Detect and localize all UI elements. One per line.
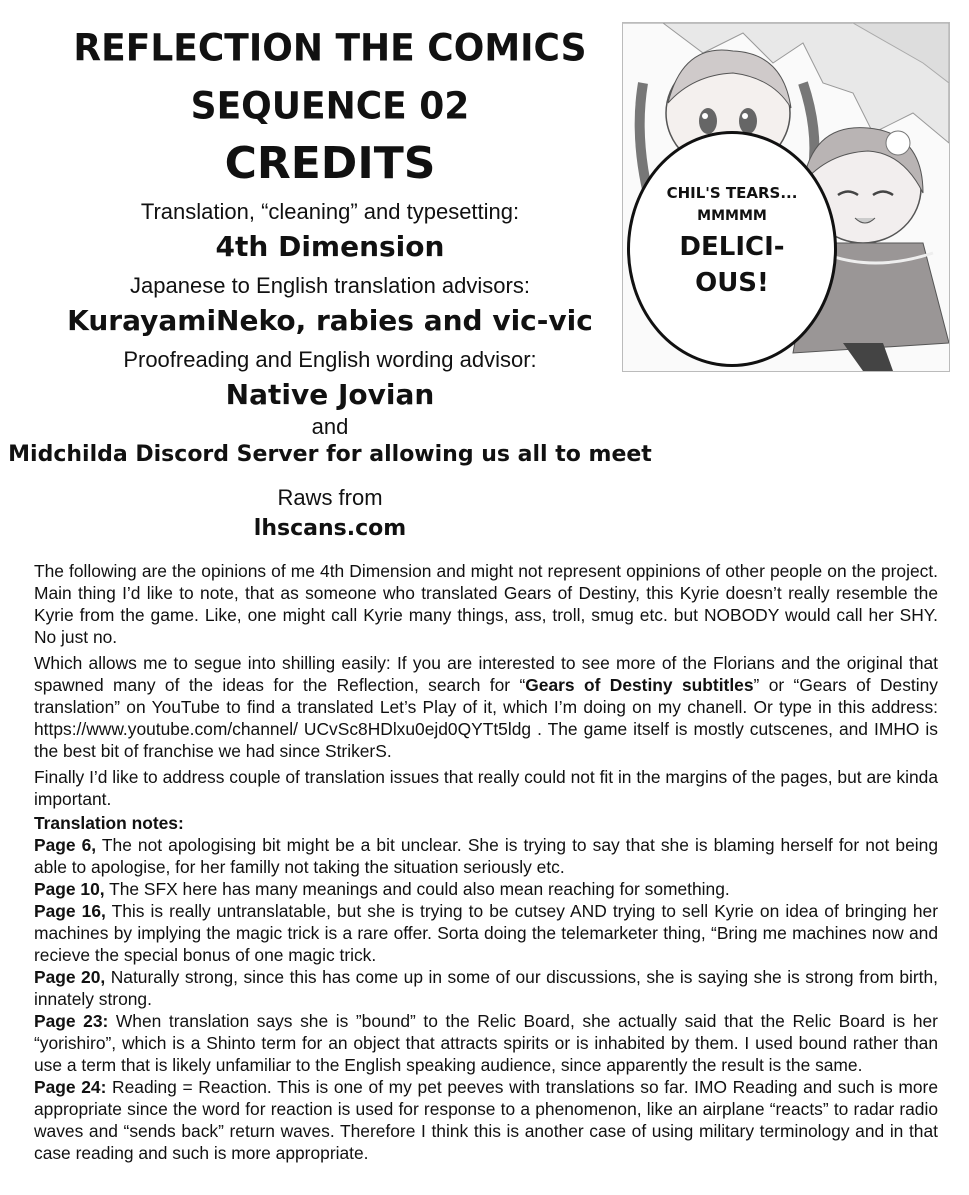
opinion-text bbox=[34, 560, 938, 814]
note-label: Page 16, bbox=[34, 901, 106, 921]
opinion-p2-part1: Which allows me to segue into shilling easily: If you are interested to see more of the Florians and the original that spawned many of the ideas for the Reflection, search for “ bbox=[34, 653, 938, 695]
note-label: Page 10, bbox=[34, 879, 105, 899]
credit-role-proofreading: Proofreading and English wording advisor: bbox=[123, 347, 537, 372]
note-item bbox=[34, 966, 938, 1010]
credit-name-advisors: KurayamiNeko, rabies and vic-vic bbox=[67, 304, 593, 337]
bubble-line-2: MMMMM bbox=[697, 208, 767, 224]
note-item bbox=[34, 1010, 938, 1076]
note-item bbox=[34, 1076, 938, 1164]
notes-heading: Translation notes: bbox=[34, 813, 184, 833]
note-item bbox=[34, 878, 938, 900]
opinion-paragraph-2 bbox=[34, 652, 938, 762]
opinion-paragraph-3: Finally I’d like to address couple of translation issues that really could not fit in the margins of the pages, but are kinda important. bbox=[34, 767, 938, 809]
bubble-line-1: CHIL'S TEARS... bbox=[666, 184, 798, 202]
opinion-p2-bold: Gears of Destiny subtitles bbox=[525, 675, 754, 695]
page-header bbox=[0, 20, 660, 192]
note-text: When translation says she is ”bound” to the Relic Board, she actually said that the Relic Board is her “yorishiro”, which is a Shinto term for an object that attracts spirits or is inhabited by them. I used bound rather than use a term that is likely unfamiliar to the English speaking audience, since apparently the result is the same. bbox=[34, 1011, 938, 1075]
manga-panel-image bbox=[622, 22, 950, 372]
raws-site: lhscans.com bbox=[253, 516, 407, 541]
credit-role-translation: Translation, “cleaning” and typesetting: bbox=[140, 199, 520, 224]
credit-name-translation: 4th Dimension bbox=[215, 230, 445, 263]
note-item bbox=[34, 900, 938, 966]
credit-role-advisors: Japanese to English translation advisors: bbox=[130, 273, 530, 298]
note-label: Page 23: bbox=[34, 1011, 109, 1031]
note-label: Page 6, bbox=[34, 835, 97, 855]
note-label: Page 24: bbox=[34, 1077, 107, 1097]
speech-bubble bbox=[627, 131, 837, 367]
bubble-line-4: OUS! bbox=[695, 268, 769, 298]
note-text: This is really untranslatable, but she is trying to be cutsey AND trying to sell Kyrie on idea of bringing her machines by implying the magic trick is a rare offer. Sorta doing the telemarketer thing, “Bring me machines now and recieve the special bonus of one magic trick. bbox=[34, 901, 938, 965]
note-label: Page 20, bbox=[34, 967, 106, 987]
note-text: Naturally strong, since this has come up in some of our discussions, she is saying she is strong from birth, innately strong. bbox=[34, 967, 938, 1009]
bubble-line-3: DELICI- bbox=[679, 232, 785, 262]
comic-title: REFLECTION THE COMICS bbox=[73, 26, 587, 70]
note-text: The SFX here has many meanings and could also mean reaching for something. bbox=[104, 879, 730, 899]
credit-thanks: Midchilda Discord Server for allowing us all to meet bbox=[8, 442, 652, 467]
credits-list bbox=[0, 196, 660, 544]
note-item bbox=[34, 834, 938, 878]
credit-name-proofreading: Native Jovian bbox=[225, 378, 435, 411]
raws-label: Raws from bbox=[277, 485, 383, 510]
opinion-paragraph-1: The following are the opinions of me 4th Dimension and might not represent oppinions of other people on the project. Main thing I’d like to note, that as someone who translated Gears of Destiny, this Kyrie doesn’t really resemble the Kyrie from the game. Like, one might call Kyrie many things, ass, troll, smug etc. but NOBODY would call her SHY. No just no. bbox=[34, 561, 938, 647]
opinion-p2-part2: ” or “Gears of Destiny translation” on YouTube to find a translated Let’s Play of it, which I’m doing on my chanell. Or type in this address: https://www.youtube.com/channel/ UCvSc8HDlxu0ejd0QYTt5ldg . The game itself is mostly cutscenes, and IMHO is the best bit of franchise we had since StrikerS. bbox=[34, 675, 938, 761]
credits-title: CREDITS bbox=[224, 138, 436, 189]
note-text: The not apologising bit might be a bit unclear. She is trying to say that she is blaming herself for not being able to apologise, for her familly not taking the situation seriously etc. bbox=[34, 835, 938, 877]
note-text: Reading = Reaction. This is one of my pet peeves with translations so far. IMO Reading and such is more appropriate since the word for reaction is used for response to a phenomenon, like an airplane “reacts” to radar radio waves and “sends back” return waves. Therefore I think this is another case of using military terminology and in that case reading and such is more appropriate. bbox=[34, 1077, 938, 1163]
sequence-title: SEQUENCE 02 bbox=[190, 84, 470, 128]
credit-and: and bbox=[311, 414, 349, 439]
translation-notes bbox=[34, 812, 938, 1164]
